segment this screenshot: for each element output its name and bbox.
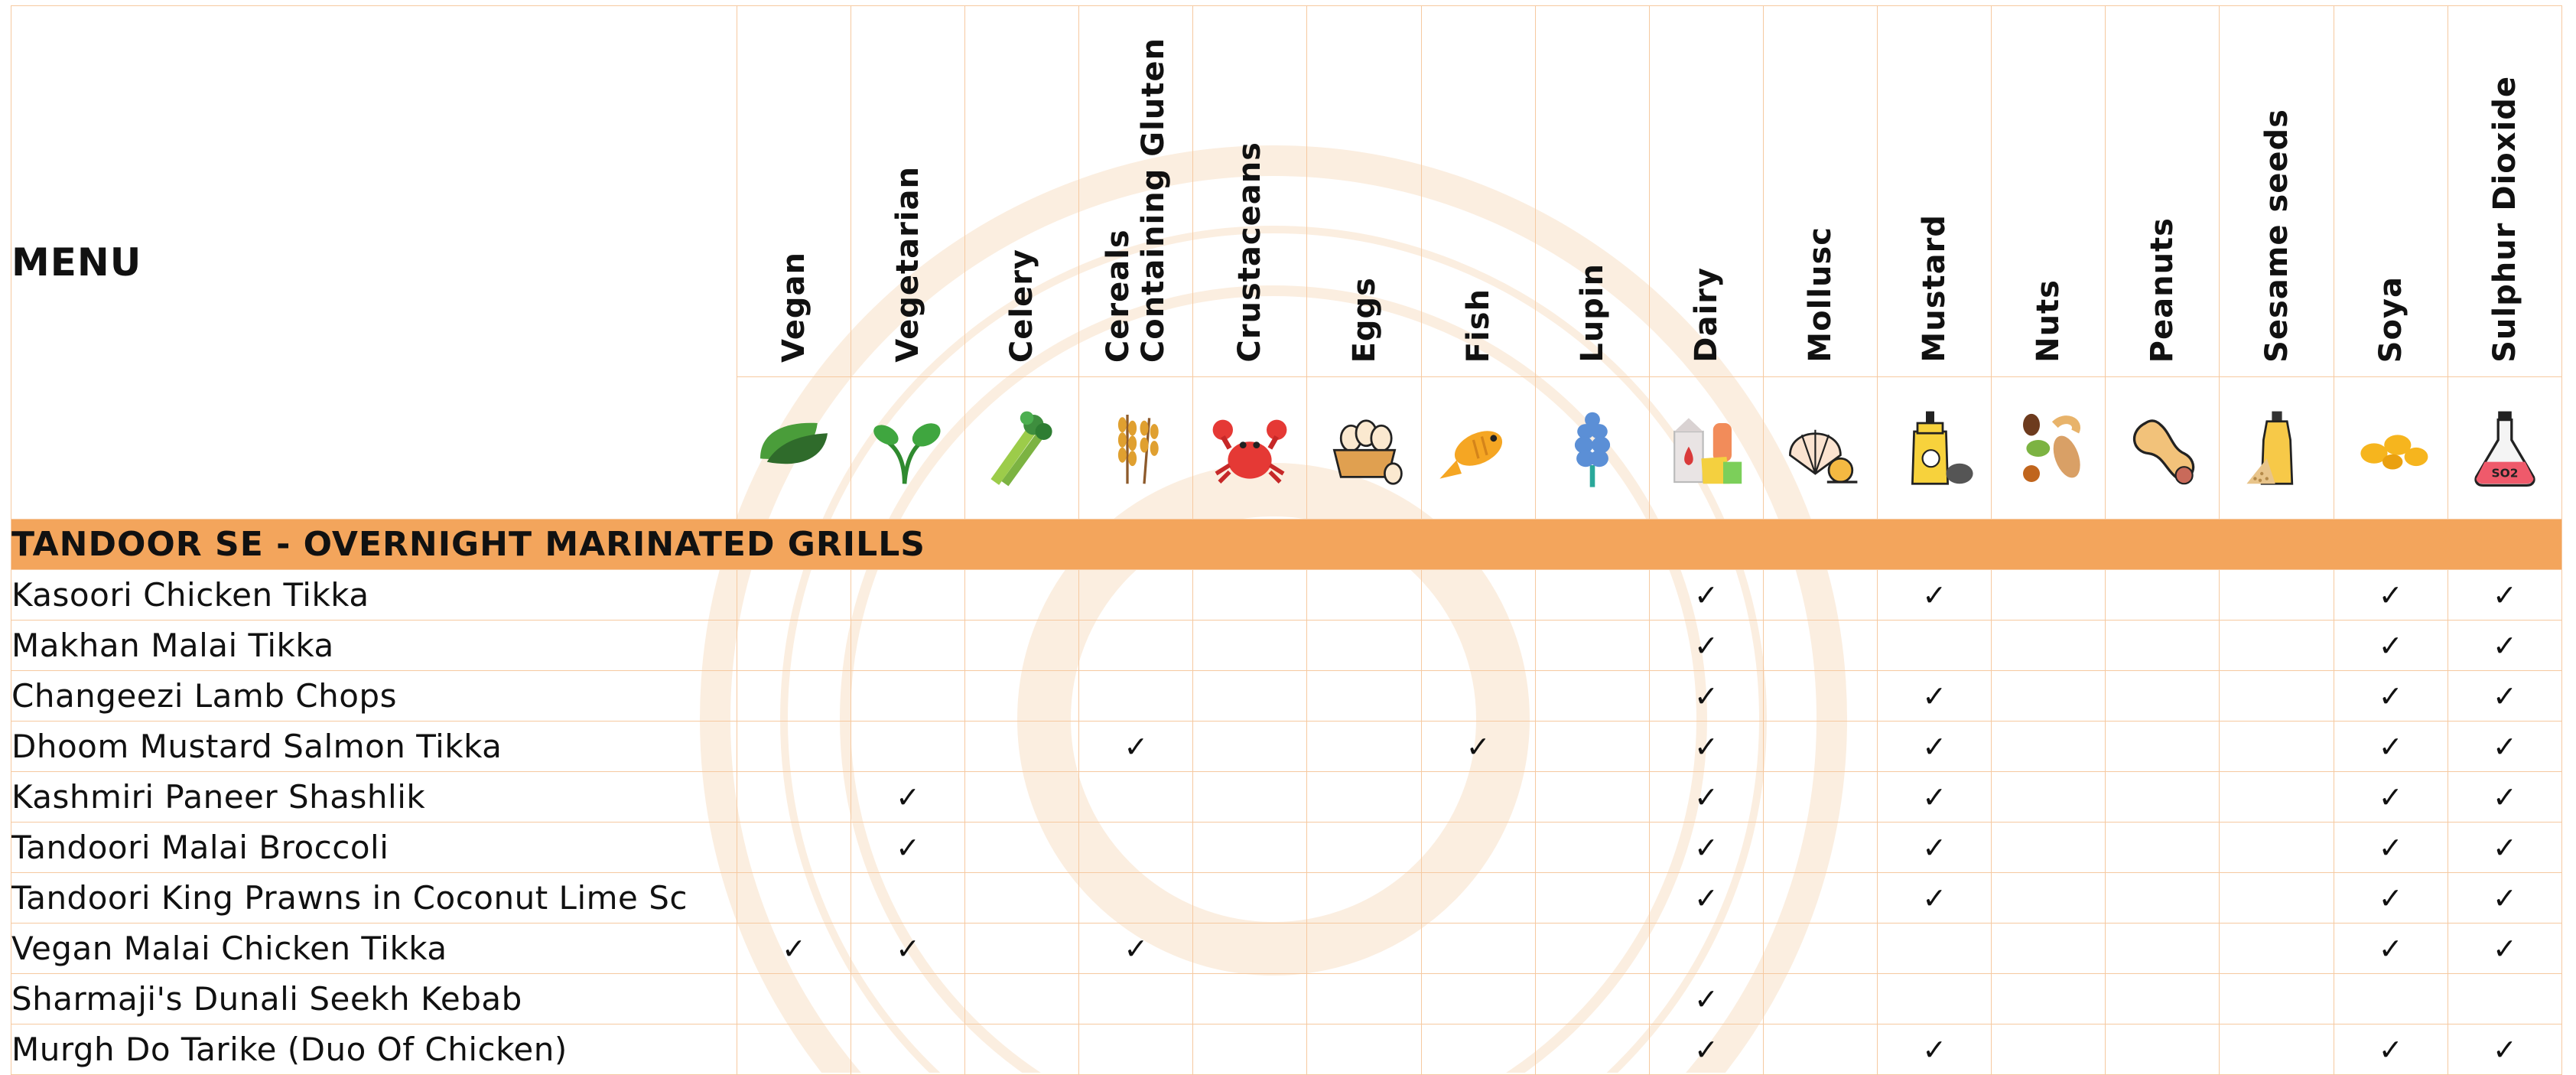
allergen-empty-cell: [1763, 570, 1877, 621]
allergen-empty-cell: [1992, 823, 2106, 873]
allergen-empty-cell: [2220, 974, 2334, 1025]
allergen-empty-cell: [1992, 772, 2106, 823]
lupin-flower-icon: [1550, 406, 1634, 490]
lupin-flower-icon-cell: [1535, 377, 1649, 520]
allergen-label: Dairy: [1688, 267, 1724, 363]
section-header-row: [11, 520, 2562, 570]
allergen-empty-cell: [1763, 873, 1877, 924]
allergen-empty-cell: [1535, 570, 1649, 621]
vegan-leaf-icon: [752, 406, 836, 490]
allergen-empty-cell: [1763, 722, 1877, 772]
allergen-label: Fish: [1460, 288, 1496, 363]
dish-name: Sharmaji's Dunali Seekh Kebab: [11, 974, 737, 1025]
allergen-empty-cell: [2106, 570, 2220, 621]
svg-text:SO2: SO2: [2491, 465, 2519, 480]
allergen-check-mark: ✓: [1079, 722, 1193, 772]
allergen-empty-cell: [737, 974, 851, 1025]
dish-name: Murgh Do Tarike (Duo Of Chicken): [11, 1025, 737, 1075]
allergen-empty-cell: [1307, 974, 1421, 1025]
allergen-empty-cell: [965, 974, 1079, 1025]
allergen-check-mark: ✓: [1649, 974, 1763, 1025]
allergen-empty-cell: [1421, 772, 1535, 823]
allergen-empty-cell: [851, 974, 964, 1025]
dish-name: Vegan Malai Chicken Tikka: [11, 924, 737, 974]
allergen-empty-cell: [2106, 722, 2220, 772]
allergen-empty-cell: [1535, 1025, 1649, 1075]
allergen-check-mark: ✓: [2448, 570, 2561, 621]
eggs-basket-icon-cell: [1307, 377, 1421, 520]
allergen-check-mark: ✓: [2448, 722, 2561, 772]
allergen-check-mark: ✓: [2448, 772, 2561, 823]
allergen-empty-cell: [1307, 924, 1421, 974]
allergen-empty-cell: [1193, 570, 1307, 621]
allergen-empty-cell: [965, 570, 1079, 621]
allergen-check-mark: ✓: [1878, 722, 1992, 772]
dish-name: Tandoori Malai Broccoli: [11, 823, 737, 873]
allergen-header: [851, 6, 964, 377]
allergen-empty-cell: [1992, 924, 2106, 974]
allergen-header: [1535, 6, 1649, 377]
menu-title: MENU: [11, 6, 737, 520]
allergen-check-mark: ✓: [1649, 772, 1763, 823]
table-row: [11, 1025, 2562, 1075]
allergen-check-mark: ✓: [2334, 722, 2448, 772]
allergen-check-mark: ✓: [2334, 772, 2448, 823]
allergen-check-mark: ✓: [2334, 924, 2448, 974]
allergen-check-mark: ✓: [2334, 671, 2448, 722]
allergen-empty-cell: [1535, 722, 1649, 772]
allergen-empty-cell: [1763, 974, 1877, 1025]
allergen-header: [965, 6, 1079, 377]
allergen-empty-cell: [965, 621, 1079, 671]
allergen-empty-cell: [1878, 974, 1992, 1025]
allergen-label: Sulphur Dioxide: [2487, 76, 2522, 363]
allergen-empty-cell: [1992, 873, 2106, 924]
nuts-icon-cell: [1992, 377, 2106, 520]
fish-icon: [1436, 406, 1521, 490]
allergen-header: [2106, 6, 2220, 377]
allergen-empty-cell: [1421, 873, 1535, 924]
eggs-basket-icon: [1322, 406, 1407, 490]
allergen-check-mark: ✓: [851, 823, 964, 873]
allergen-empty-cell: [1193, 873, 1307, 924]
allergen-empty-cell: [1079, 974, 1193, 1025]
allergen-empty-cell: [1079, 621, 1193, 671]
soya-beans-icon-cell: [2334, 377, 2448, 520]
allergen-check-mark: ✓: [2448, 671, 2561, 722]
allergen-empty-cell: [1535, 924, 1649, 974]
table-row: [11, 621, 2562, 671]
allergen-empty-cell: [737, 722, 851, 772]
allergen-check-mark: ✓: [2448, 924, 2561, 974]
allergen-label: Cereals Containing Gluten: [1101, 37, 1172, 363]
allergen-empty-cell: [1535, 974, 1649, 1025]
allergen-check-mark: ✓: [1649, 873, 1763, 924]
allergen-empty-cell: [1307, 621, 1421, 671]
allergen-empty-cell: [2106, 1025, 2220, 1075]
allergen-empty-cell: [965, 722, 1079, 772]
allergen-header: [1193, 6, 1307, 377]
allergen-empty-cell: [1421, 924, 1535, 974]
allergen-check-mark: ✓: [2334, 621, 2448, 671]
allergen-check-mark: ✓: [2448, 1025, 2561, 1075]
allergen-check-mark: ✓: [1878, 823, 1992, 873]
allergen-table: [11, 5, 2562, 1075]
mollusc-shell-icon-cell: [1763, 377, 1877, 520]
allergen-header: [737, 6, 851, 377]
allergen-header: [1079, 6, 1193, 377]
mollusc-shell-icon: [1778, 406, 1862, 490]
allergen-empty-cell: [737, 570, 851, 621]
allergen-empty-cell: [2220, 621, 2334, 671]
allergen-empty-cell: [1421, 974, 1535, 1025]
allergen-empty-cell: [737, 823, 851, 873]
nuts-icon: [2006, 406, 2090, 490]
vegetarian-sprout-icon: [866, 406, 950, 490]
table-row: [11, 570, 2562, 621]
allergen-label: Mustard: [1917, 214, 1953, 363]
allergen-empty-cell: [1763, 671, 1877, 722]
allergen-empty-cell: [1307, 823, 1421, 873]
allergen-empty-cell: [1307, 1025, 1421, 1075]
allergen-empty-cell: [965, 1025, 1079, 1075]
allergen-empty-cell: [737, 1025, 851, 1075]
allergen-check-mark: ✓: [851, 924, 964, 974]
allergen-empty-cell: [1193, 621, 1307, 671]
allergen-label: Peanuts: [2145, 217, 2181, 363]
allergen-header: [2334, 6, 2448, 377]
allergen-empty-cell: [1763, 823, 1877, 873]
allergen-empty-cell: [1193, 1025, 1307, 1075]
dish-name: Tandoori King Prawns in Coconut Lime Sc: [11, 873, 737, 924]
allergen-empty-cell: [1079, 873, 1193, 924]
table-row: [11, 671, 2562, 722]
vegan-leaf-icon-cell: [737, 377, 851, 520]
crab-icon-cell: [1193, 377, 1307, 520]
sulphur-flask-icon-cell: [2448, 377, 2561, 520]
allergen-empty-cell: [1763, 772, 1877, 823]
table-row: [11, 974, 2562, 1025]
allergen-empty-cell: [1992, 570, 2106, 621]
allergen-empty-cell: [851, 570, 964, 621]
allergen-empty-cell: [965, 924, 1079, 974]
wheat-icon: [1094, 406, 1178, 490]
allergen-header: [1649, 6, 1763, 377]
allergen-check-mark: ✓: [1649, 671, 1763, 722]
crab-icon: [1208, 406, 1292, 490]
dairy-icon-cell: [1649, 377, 1763, 520]
allergen-empty-cell: [965, 772, 1079, 823]
allergen-check-mark: ✓: [1649, 1025, 1763, 1075]
allergen-empty-cell: [851, 671, 964, 722]
allergen-label: Celery: [1004, 248, 1040, 363]
allergen-empty-cell: [851, 873, 964, 924]
dairy-icon: [1664, 406, 1748, 490]
allergen-empty-cell: [737, 671, 851, 722]
allergen-check-mark: ✓: [1878, 873, 1992, 924]
allergen-check-mark: ✓: [1649, 823, 1763, 873]
table-row: [11, 722, 2562, 772]
allergen-empty-cell: [1079, 772, 1193, 823]
table-row: [11, 873, 2562, 924]
allergen-empty-cell: [1193, 722, 1307, 772]
allergen-empty-cell: [2106, 772, 2220, 823]
allergen-check-mark: ✓: [1079, 924, 1193, 974]
allergen-empty-cell: [851, 1025, 964, 1075]
allergen-empty-cell: [1992, 974, 2106, 1025]
allergen-empty-cell: [2220, 570, 2334, 621]
allergen-label: Crustaceans: [1232, 142, 1268, 363]
allergen-empty-cell: [737, 621, 851, 671]
allergen-empty-cell: [1193, 924, 1307, 974]
allergen-empty-cell: [1421, 1025, 1535, 1075]
allergen-empty-cell: [1763, 621, 1877, 671]
allergen-check-mark: ✓: [2334, 873, 2448, 924]
allergen-header: [2448, 6, 2561, 377]
allergen-empty-cell: [1421, 671, 1535, 722]
allergen-empty-cell: [1535, 621, 1649, 671]
dish-name: Kasoori Chicken Tikka: [11, 570, 737, 621]
allergen-empty-cell: [1763, 924, 1877, 974]
allergen-empty-cell: [737, 873, 851, 924]
sulphur-flask-icon: [2463, 406, 2547, 490]
allergen-label: Eggs: [1346, 276, 1382, 363]
mustard-bottle-icon-cell: [1878, 377, 1992, 520]
table-row: [11, 823, 2562, 873]
sesame-oil-icon: [2235, 406, 2319, 490]
allergen-empty-cell: [2220, 772, 2334, 823]
allergen-check-mark: ✓: [2448, 823, 2561, 873]
allergen-empty-cell: [1079, 823, 1193, 873]
section-title: TANDOOR SE - OVERNIGHT MARINATED GRILLS: [11, 520, 2562, 570]
allergen-check-mark: ✓: [737, 924, 851, 974]
allergen-header: [1421, 6, 1535, 377]
wheat-icon-cell: [1079, 377, 1193, 520]
allergen-empty-cell: [1535, 772, 1649, 823]
allergen-empty-cell: [737, 772, 851, 823]
allergen-empty-cell: [1307, 570, 1421, 621]
allergen-header: [1307, 6, 1421, 377]
allergen-check-mark: ✓: [1878, 570, 1992, 621]
allergen-empty-cell: [1079, 570, 1193, 621]
allergen-header: [1992, 6, 2106, 377]
allergen-empty-cell: [2220, 722, 2334, 772]
dish-name: Dhoom Mustard Salmon Tikka: [11, 722, 737, 772]
allergen-empty-cell: [1421, 823, 1535, 873]
celery-icon-cell: [965, 377, 1079, 520]
allergen-empty-cell: [1535, 823, 1649, 873]
allergen-header: [2220, 6, 2334, 377]
soya-beans-icon: [2349, 406, 2433, 490]
allergen-empty-cell: [1193, 823, 1307, 873]
allergen-check-mark: ✓: [2334, 570, 2448, 621]
allergen-empty-cell: [2334, 974, 2448, 1025]
allergen-empty-cell: [1535, 671, 1649, 722]
allergen-check-mark: ✓: [1649, 570, 1763, 621]
allergen-label: Sesame seeds: [2259, 109, 2295, 363]
allergen-empty-cell: [1193, 671, 1307, 722]
allergen-label: Vegan: [776, 252, 812, 363]
allergen-empty-cell: [1421, 621, 1535, 671]
allergen-empty-cell: [2106, 924, 2220, 974]
allergen-empty-cell: [1992, 1025, 2106, 1075]
allergen-empty-cell: [1992, 671, 2106, 722]
allergen-empty-cell: [2220, 823, 2334, 873]
allergen-empty-cell: [1649, 924, 1763, 974]
allergen-label: Vegetarian: [890, 166, 926, 363]
allergen-empty-cell: [1992, 722, 2106, 772]
sesame-oil-icon-cell: [2220, 377, 2334, 520]
peanut-icon: [2120, 406, 2204, 490]
allergen-check-mark: ✓: [1878, 1025, 1992, 1075]
allergen-empty-cell: [851, 722, 964, 772]
allergen-empty-cell: [1079, 671, 1193, 722]
vegetarian-sprout-icon-cell: [851, 377, 964, 520]
allergen-empty-cell: [965, 823, 1079, 873]
allergen-empty-cell: [851, 621, 964, 671]
allergen-empty-cell: [1307, 772, 1421, 823]
allergen-header: [1763, 6, 1877, 377]
allergen-empty-cell: [1193, 974, 1307, 1025]
allergen-empty-cell: [2220, 924, 2334, 974]
allergen-label: Lupin: [1574, 263, 1610, 363]
table-row: [11, 924, 2562, 974]
allergen-label: Mollusc: [1803, 226, 1839, 363]
allergen-empty-cell: [965, 671, 1079, 722]
allergen-empty-cell: [1307, 671, 1421, 722]
allergen-empty-cell: [1878, 924, 1992, 974]
allergen-check-mark: ✓: [2448, 873, 2561, 924]
allergen-empty-cell: [1421, 570, 1535, 621]
allergen-empty-cell: [1307, 722, 1421, 772]
allergen-check-mark: ✓: [1649, 621, 1763, 671]
dish-name: Kashmiri Paneer Shashlik: [11, 772, 737, 823]
table-row: [11, 772, 2562, 823]
allergen-empty-cell: [2448, 974, 2561, 1025]
allergen-check-mark: ✓: [2334, 823, 2448, 873]
allergen-empty-cell: [2220, 1025, 2334, 1075]
allergen-empty-cell: [1535, 873, 1649, 924]
allergen-check-mark: ✓: [1421, 722, 1535, 772]
allergen-check-mark: ✓: [1878, 772, 1992, 823]
allergen-check-mark: ✓: [2334, 1025, 2448, 1075]
allergen-empty-cell: [1763, 1025, 1877, 1075]
allergen-check-mark: ✓: [1878, 671, 1992, 722]
allergen-label: Nuts: [2031, 279, 2067, 363]
allergen-empty-cell: [2220, 671, 2334, 722]
allergen-check-mark: ✓: [2448, 621, 2561, 671]
allergen-empty-cell: [1079, 1025, 1193, 1075]
allergen-check-mark: ✓: [1649, 722, 1763, 772]
allergen-empty-cell: [1307, 873, 1421, 924]
allergen-empty-cell: [2106, 621, 2220, 671]
dish-name: Changeezi Lamb Chops: [11, 671, 737, 722]
allergen-empty-cell: [2106, 974, 2220, 1025]
allergen-empty-cell: [2106, 671, 2220, 722]
allergen-check-mark: ✓: [851, 772, 964, 823]
peanut-icon-cell: [2106, 377, 2220, 520]
allergen-empty-cell: [1992, 621, 2106, 671]
allergen-empty-cell: [965, 873, 1079, 924]
allergen-empty-cell: [1193, 772, 1307, 823]
allergen-empty-cell: [1878, 621, 1992, 671]
allergen-empty-cell: [2106, 873, 2220, 924]
allergen-label: Soya: [2373, 275, 2408, 363]
fish-icon-cell: [1421, 377, 1535, 520]
mustard-bottle-icon: [1892, 406, 1976, 490]
allergen-empty-cell: [2220, 873, 2334, 924]
allergen-empty-cell: [2106, 823, 2220, 873]
allergen-header: [1878, 6, 1992, 377]
celery-icon: [980, 406, 1064, 490]
dish-name: Makhan Malai Tikka: [11, 621, 737, 671]
